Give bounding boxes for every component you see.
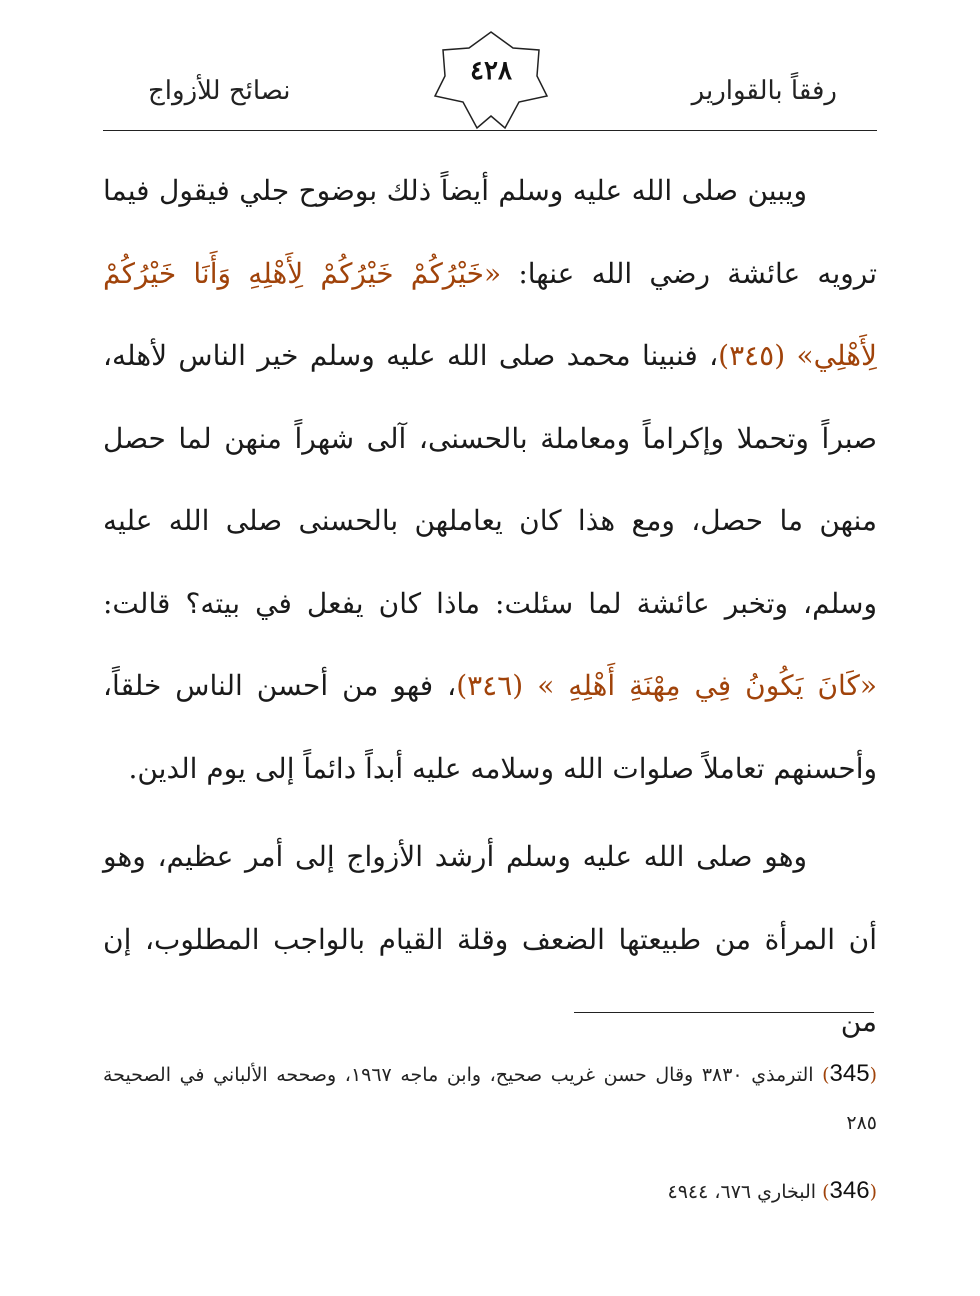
paragraph-1 bbox=[103, 150, 877, 810]
book-title: رفقاً بالقوارير bbox=[691, 76, 837, 106]
hadith-quote-2: «كَانَ يَكُونُ فِي مِهْنَةِ أَهْلِهِ » bbox=[537, 669, 877, 702]
paragraph-1-middle: ، فنبينا محمد صلى الله عليه وسلم خير الناس لأهله، صبراً وتحملا وإكراماً ومعاملة بالحسنى، آلى شهراً منهن لما حصل منهن ما حصل، ومع هذا كان يعاملهن بالحسنى صلى الله عليه وسلم، وتخبر عائشة لما سئلت: ماذا كان يفعل في بيته؟ قالت: bbox=[103, 339, 877, 620]
footnote-close-paren: ) bbox=[822, 1064, 830, 1086]
footnote-345 bbox=[103, 1050, 877, 1147]
footnote-divider bbox=[574, 1012, 874, 1013]
page-number: ٤٢٨ bbox=[470, 56, 512, 86]
footnote-ref-346[interactable]: (٣٤٦) bbox=[456, 669, 538, 702]
footnote-number: 346 bbox=[829, 1177, 870, 1204]
chapter-title: نصائح للأزواج bbox=[148, 76, 291, 106]
footnote-number: 345 bbox=[829, 1060, 870, 1087]
footnote-text: الترمذي ٣٨٣٠ وقال حسن غريب صحيح، وابن ماجه ١٩٦٧، وصححه الألباني في الصحيحة ٢٨٥ bbox=[103, 1064, 877, 1134]
paragraph-2: وهو صلى الله عليه وسلم أرشد الأزواج إلى أمر عظيم، وهو أن المرأة من طبيعتها الضعف وقلة القيام بالواجب المطلوب، إن من bbox=[103, 840, 877, 1038]
main-text bbox=[103, 150, 877, 1064]
footnotes bbox=[103, 1050, 877, 1236]
footnote-open-paren: ( bbox=[869, 1181, 877, 1203]
hadith-quote-1: «خَيْرُكُمْ خَيْرُكُمْ لِأَهْلِهِ وَأَنَا خَيْرُكُمْ لِأَهْلِي» bbox=[103, 256, 878, 372]
paragraph-1-ending: ، فهو من أحسن الناس خلقاً، وأحسنهم تعاملاً صلوات الله وسلامه عليه أبداً دائماً إلى يوم الدين. bbox=[103, 669, 877, 785]
footnote-ref-345[interactable]: (٣٤٥) bbox=[718, 339, 797, 372]
footnote-close-paren: ) bbox=[822, 1181, 830, 1203]
header-divider bbox=[103, 130, 877, 131]
footnote-text: البخاري ٦٧٦، ٤٩٤٤ bbox=[667, 1181, 823, 1203]
paragraph-1-intro: ويبين صلى الله عليه وسلم أيضاً ذلك بوضوح جلي فيقول فيما ترويه عائشة رضي الله عنها: bbox=[103, 174, 877, 290]
page-header bbox=[103, 30, 877, 132]
footnote-346 bbox=[103, 1167, 877, 1216]
footnote-open-paren: ( bbox=[869, 1064, 877, 1086]
